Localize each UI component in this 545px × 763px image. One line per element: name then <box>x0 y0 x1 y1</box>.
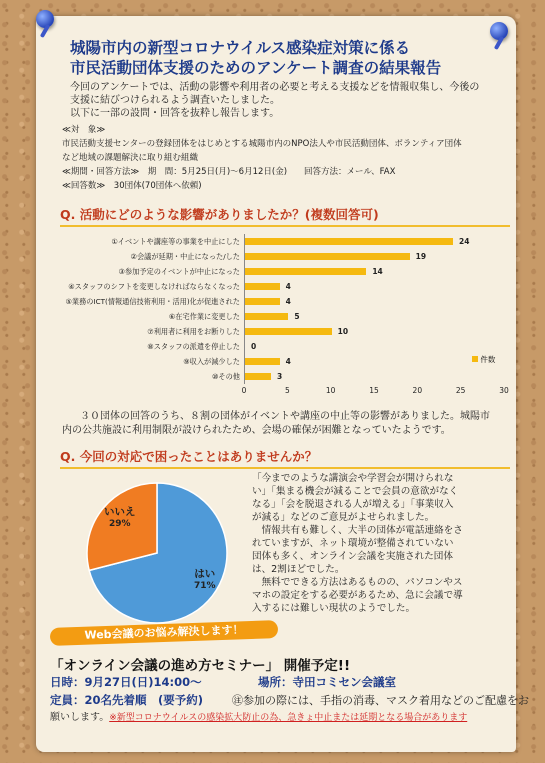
legend-label: 件数 <box>480 355 496 364</box>
target-header: ≪対 象≫ <box>62 125 106 135</box>
note-mark: ㊟ <box>232 694 243 707</box>
q2-comment-line: なる」「会を脱退される人が増える」「事業収入 <box>252 499 454 510</box>
pie-no-label: いいえ <box>104 506 136 518</box>
category-label: ④スタッフのシフトを変更しなければならなくなった <box>68 282 240 291</box>
pie-yes-percent: 71% <box>194 581 216 591</box>
bar <box>245 328 332 335</box>
period-line: ≪期間・回答方法≫ 期 間：5月25日(月)〜6月12日(金) 回答方法：メール、FAX <box>62 167 396 177</box>
q2-comment-line: 情報共有も難しく、大半の団体が電話連絡をさ <box>252 525 463 536</box>
bar-value-label: 24 <box>459 237 470 246</box>
category-label: ⑥在宅作業に変更した <box>168 312 240 321</box>
note-text-2: 願いします。 <box>50 712 110 723</box>
q2-comment-line: マホの設定をする必要があるため、急に会議で導 <box>252 590 463 601</box>
bar-value-label: 14 <box>372 267 383 276</box>
q2-comment-line: 団体も多く、オンライン会議を実施された団体 <box>252 551 453 562</box>
category-label: ②会議が延期・中止になった/した <box>130 252 240 261</box>
pushpin-icon <box>36 10 54 28</box>
bar <box>245 298 280 305</box>
bar <box>245 238 453 245</box>
target-line: 市民活動支援センターの登録団体をはじめとする城陽市内のNPO法人や市民活動団体、ボランティア団体 <box>62 139 462 149</box>
seminar-datetime: 日時：9月27日(日)14:00〜 <box>50 675 202 689</box>
x-tick-label: 0 <box>241 386 247 395</box>
bar <box>245 283 280 290</box>
q2-comment-line: は、2割ほどでした。 <box>252 564 345 575</box>
title-line2: 市民活動団体支援のためのアンケート調査の結果報告 <box>70 59 442 77</box>
impact-bar-chart <box>60 234 520 396</box>
legend <box>472 354 495 365</box>
bar-value-label: 5 <box>294 312 300 321</box>
x-tick-label: 25 <box>455 386 466 395</box>
category-label: ⑤業務のICT(情報通信技術利用・活用)化が促進された <box>65 297 240 306</box>
bar <box>245 358 280 365</box>
seminar-title: 「オンライン会議の進め方セミナー」 開催予定!! <box>50 658 351 674</box>
intro-line: 支援に結びつけられるよう調査いたしました。 <box>70 95 280 106</box>
bar <box>245 313 288 320</box>
legend-swatch <box>472 356 478 362</box>
bar-value-label: 3 <box>277 372 283 381</box>
pie-label-yes <box>194 566 216 591</box>
web-meeting-banner: Web会議のお悩み解決します！ <box>50 620 278 646</box>
q2-comment-line: 入するには難しい現状のようでした。 <box>252 603 416 614</box>
target-line: など地域の課題解決に取り組む組織 <box>62 153 199 163</box>
pie-no-percent: 29% <box>108 519 131 529</box>
category-label: ⑨収入が減少した <box>183 357 240 366</box>
count-line: ≪回答数≫ 30団体(70団体へ依頼) <box>62 181 202 191</box>
x-axis <box>241 384 509 396</box>
cancellation-warning: ※新型コロナウイルスの感染拡大防止の為、急きょ中止または延期となる場合があります <box>109 713 468 723</box>
category-labels <box>60 234 240 384</box>
bar-value-label: 4 <box>285 297 291 306</box>
q1-comment: 内の公共施設に利用制限が設けられたため、会場の確保が困難となっていたようです。 <box>62 425 451 436</box>
bar-value-label: 4 <box>285 357 291 366</box>
category-label: ⑧スタッフの派遣を停止した <box>147 342 240 351</box>
question-2-heading: Q. 今回の対応で困ったことはありませんか？ <box>60 447 510 469</box>
pie-label-no <box>104 504 136 529</box>
bar-value-label: 0 <box>251 342 257 351</box>
note-text: 参加の際には、手指の消毒、マスク着用などのご配慮をお <box>243 694 529 707</box>
q2-comment <box>252 472 514 615</box>
bar <box>245 268 366 275</box>
seminar-note-cont <box>50 708 467 723</box>
q2-comment-line: 無料でできる方法はあるものの、パソコンやス <box>252 577 463 588</box>
question-1-heading: Q. 活動にどのような影響がありましたか？(複数回答可) <box>60 205 510 227</box>
x-tick-label: 10 <box>325 386 336 395</box>
bar <box>245 373 271 380</box>
bar <box>245 253 410 260</box>
seminar-capacity: 定員：20名先着順 (要予約) <box>50 693 204 707</box>
q2-comment-line: れていますが、ネット環境が整備されていない <box>252 538 454 549</box>
x-tick-label: 30 <box>499 386 509 395</box>
q1-comment: ３０団体の回答のうち、８割の団体がイベントや講座の中止等の影響がありました。城陽市 <box>80 411 490 422</box>
bar-value-label: 19 <box>415 252 427 261</box>
category-label: ⑩その他 <box>211 372 240 381</box>
q2-comment-line: 「今までのような講演会や学習会が開けられな <box>252 473 454 484</box>
title-line1: 城陽市内の新型コロナウイルス感染症対策に係る <box>70 39 411 57</box>
pie-yes-label: はい <box>194 568 216 580</box>
seminar-note <box>232 692 529 708</box>
x-tick-label: 15 <box>369 386 379 395</box>
x-tick-label: 20 <box>412 386 423 395</box>
category-label: ⑦利用者に利用をお断りした <box>147 327 240 336</box>
category-label: ③参加予定のイベントが中止になった <box>118 267 240 276</box>
intro-line: 以下に一部の設問・回答を抜粋し報告します。 <box>70 108 280 119</box>
bar-value-label: 4 <box>285 282 291 291</box>
response-pie-chart <box>82 478 232 628</box>
q2-comment-line: が減る」などのご意見がよせられました。 <box>252 512 435 523</box>
bar-value-label: 10 <box>337 327 349 336</box>
q2-comment-line: い」「集まる機会が減ることで会員の意欲がなく <box>252 486 459 497</box>
plot-area <box>244 234 505 384</box>
seminar-place: 場所：寺田コミセン会議室 <box>258 675 396 689</box>
intro-line: 今回のアンケートでは、活動の影響や利用者の必要と考える支援などを情報収集し、今後の <box>70 82 480 93</box>
x-tick-label: 5 <box>284 386 290 395</box>
category-label: ①イベントや講座等の事業を中止にした <box>111 237 240 246</box>
